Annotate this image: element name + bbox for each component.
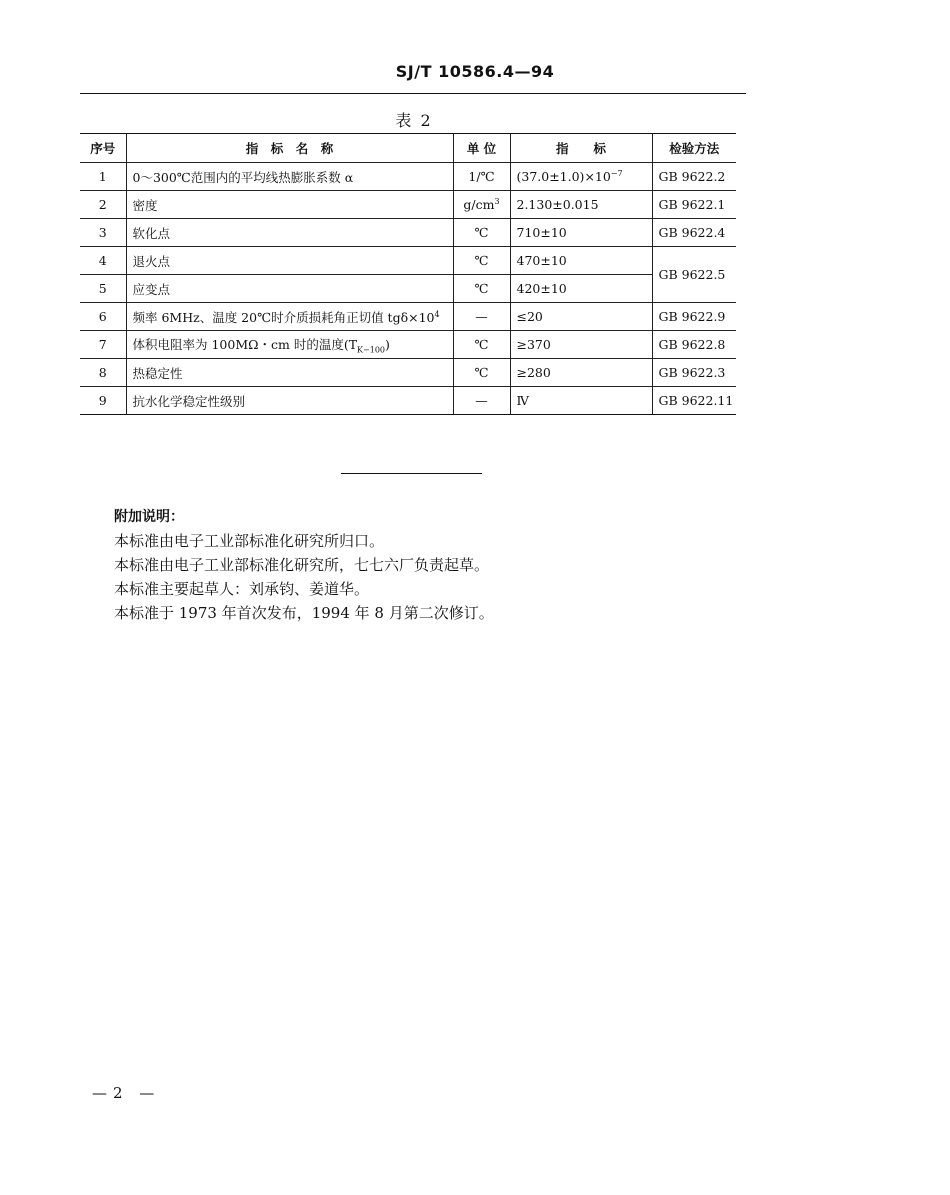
cell-unit: ℃ <box>453 247 510 275</box>
cell-no: 2 <box>80 191 126 219</box>
cell-method: GB 9622.11 <box>652 387 736 415</box>
cell-no: 1 <box>80 163 126 191</box>
cell-value: Ⅳ <box>510 387 652 415</box>
cell-method-merged: GB 9622.5 <box>652 247 736 303</box>
cell-name <box>126 303 453 331</box>
cell-name: 应变点 <box>126 275 453 303</box>
col-header-name: 指 标 名 称 <box>126 134 453 163</box>
cell-unit: — <box>453 303 510 331</box>
cell-no: 4 <box>80 247 126 275</box>
cell-no: 7 <box>80 331 126 359</box>
table-row <box>80 303 736 331</box>
cell-value: 2.130±0.015 <box>510 191 652 219</box>
cell-unit: ℃ <box>453 219 510 247</box>
cell-name: 热稳定性 <box>126 359 453 387</box>
cell-value <box>510 163 652 191</box>
value-exponent: −7 <box>610 168 623 178</box>
col-header-value: 指 标 <box>510 134 652 163</box>
cell-unit: — <box>453 387 510 415</box>
notes-line: 本标准主要起草人：刘承钧、姜道华。 <box>114 580 370 598</box>
cell-method: GB 9622.4 <box>652 219 736 247</box>
notes-line: 本标准于 1973 年首次发布，1994 年 8 月第二次修订。 <box>114 604 494 622</box>
value-main: (37.0±1.0)×10 <box>516 169 611 185</box>
cell-no: 3 <box>80 219 126 247</box>
cell-method: GB 9622.3 <box>652 359 736 387</box>
table-caption: 表 2 <box>395 111 433 130</box>
cell-name: 抗水化学稳定性级别 <box>126 387 453 415</box>
name-subscript: K−100 <box>357 345 385 355</box>
name-main: 体积电阻率为 100MΩ・cm 时的温度(T <box>132 336 358 352</box>
cell-name: 密度 <box>126 191 453 219</box>
cell-name <box>126 331 453 359</box>
col-header-unit: 单 位 <box>453 134 510 163</box>
cell-method: GB 9622.9 <box>652 303 736 331</box>
cell-no: 9 <box>80 387 126 415</box>
page-number: —2 — <box>92 1084 161 1102</box>
cell-unit <box>453 191 510 219</box>
cell-unit: ℃ <box>453 331 510 359</box>
cell-method: GB 9622.1 <box>652 191 736 219</box>
cell-value: ≥280 <box>510 359 652 387</box>
notes-line: 本标准由电子工业部标准化研究所归口。 <box>114 532 385 550</box>
cell-value: 420±10 <box>510 275 652 303</box>
cell-value: ≤20 <box>510 303 652 331</box>
notes-line: 本标准由电子工业部标准化研究所，七七六厂负责起草。 <box>114 556 490 574</box>
cell-value: 710±10 <box>510 219 652 247</box>
table-row <box>80 219 736 247</box>
cell-unit: 1/℃ <box>453 163 510 191</box>
cell-name: 软化点 <box>126 219 453 247</box>
cell-unit: ℃ <box>453 275 510 303</box>
table-row <box>80 163 736 191</box>
unit-main: g/cm <box>463 197 495 213</box>
table-row <box>80 275 736 303</box>
section-divider <box>341 473 482 474</box>
name-end: ) <box>385 336 390 352</box>
table-header-row <box>80 134 736 163</box>
cell-name: 0～300℃范围内的平均线热膨胀系数 α <box>126 163 453 191</box>
col-header-no: 序号 <box>80 134 126 163</box>
table-row <box>80 331 736 359</box>
name-exponent: 4 <box>434 309 440 319</box>
document-code: SJ/T 10586.4—94 <box>395 62 555 81</box>
cell-unit: ℃ <box>453 359 510 387</box>
unit-exponent: 3 <box>494 196 500 206</box>
name-main: 频率 6MHz、温度 20℃时介质损耗角正切值 tgδ×10 <box>132 309 435 325</box>
spec-table <box>80 133 736 415</box>
cell-name: 退火点 <box>126 247 453 275</box>
header-rule <box>80 93 746 94</box>
cell-value: ≥370 <box>510 331 652 359</box>
cell-no: 5 <box>80 275 126 303</box>
table-row <box>80 247 736 275</box>
cell-no: 8 <box>80 359 126 387</box>
table-row <box>80 359 736 387</box>
cell-method: GB 9622.8 <box>652 331 736 359</box>
cell-value: 470±10 <box>510 247 652 275</box>
additional-notes <box>114 505 814 625</box>
col-header-method: 检验方法 <box>652 134 736 163</box>
notes-title: 附加说明： <box>114 509 184 525</box>
cell-method: GB 9622.2 <box>652 163 736 191</box>
cell-no: 6 <box>80 303 126 331</box>
table-row <box>80 191 736 219</box>
table-row <box>80 387 736 415</box>
